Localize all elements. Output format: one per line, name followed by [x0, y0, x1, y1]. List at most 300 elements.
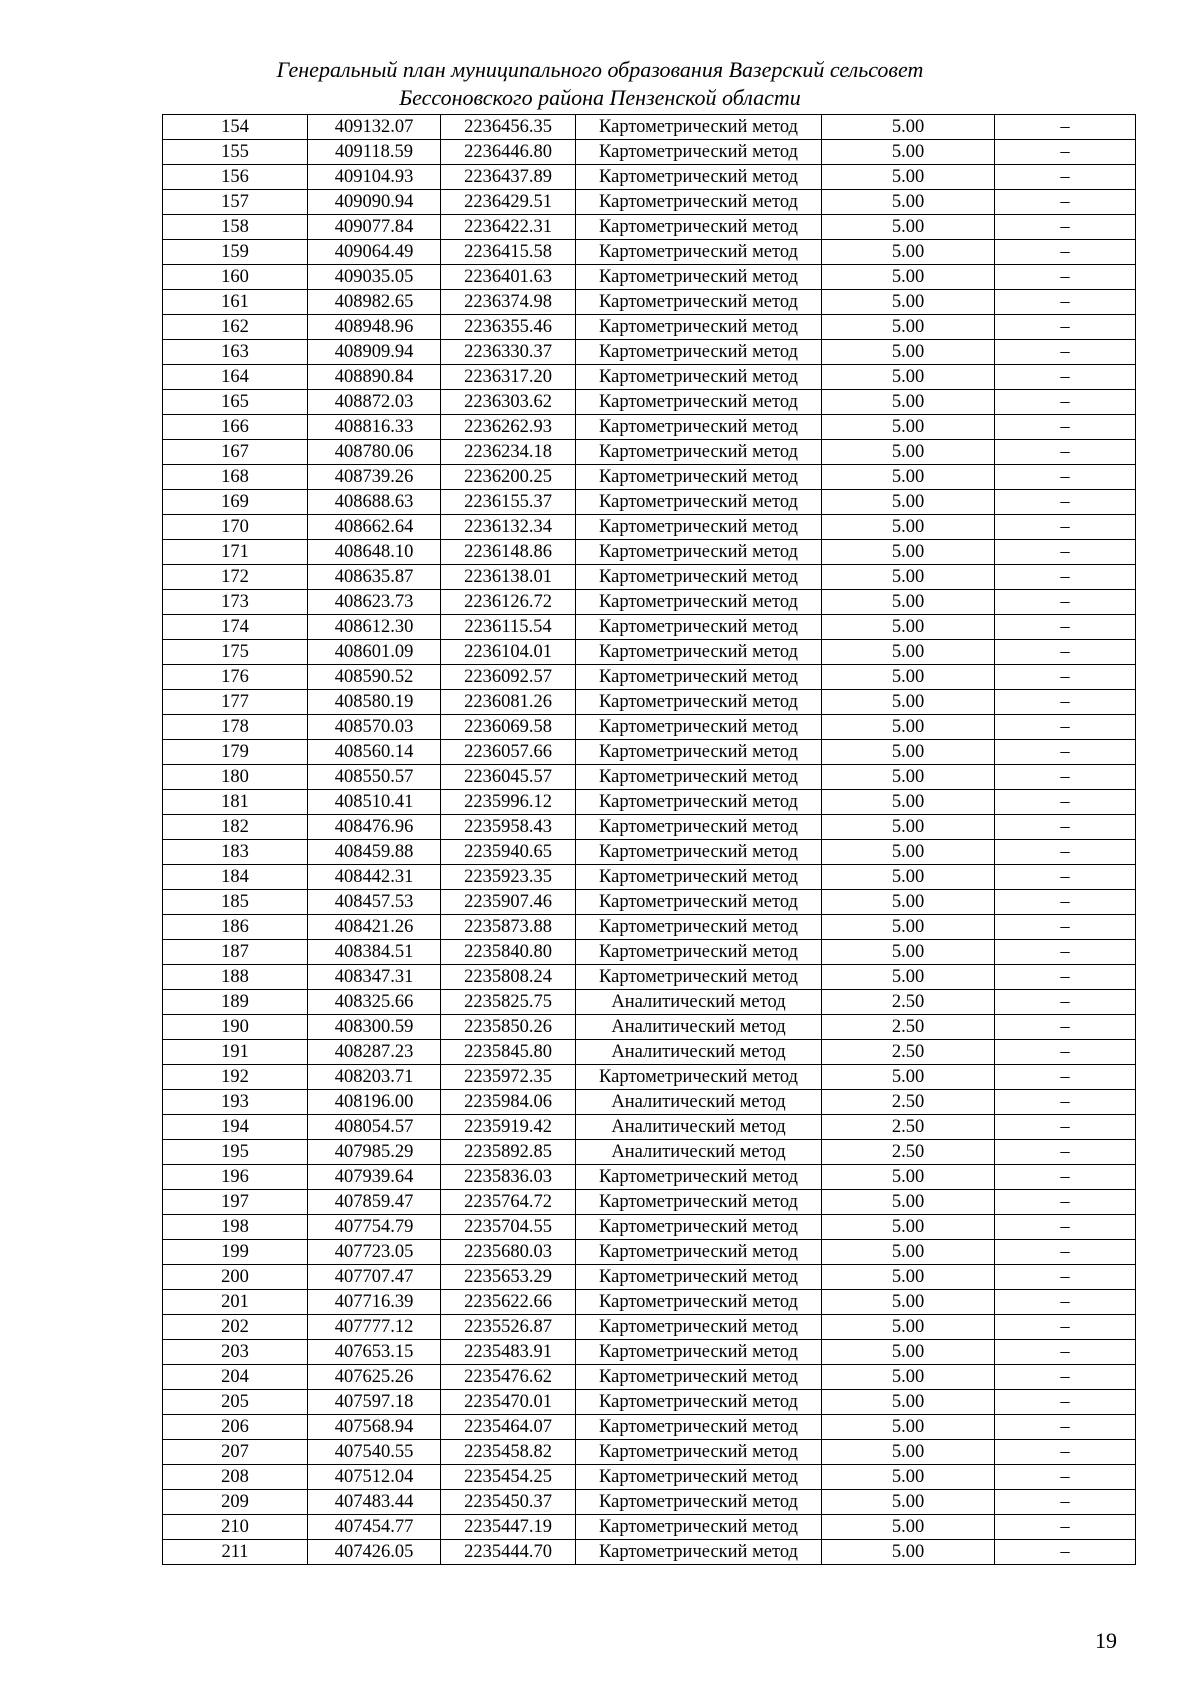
accuracy-cell: 5.00 — [822, 1440, 995, 1465]
y-coordinate-cell: 2235764.72 — [441, 1190, 576, 1215]
method-cell: Картометрический метод — [576, 965, 822, 990]
table-row — [163, 1415, 1136, 1440]
note-cell: – — [995, 1290, 1136, 1315]
note-cell: – — [995, 190, 1136, 215]
y-coordinate-cell: 2236081.26 — [441, 690, 576, 715]
note-cell: – — [995, 1215, 1136, 1240]
method-cell: Картометрический метод — [576, 1165, 822, 1190]
y-coordinate-cell: 2235476.62 — [441, 1365, 576, 1390]
method-cell: Картометрический метод — [576, 665, 822, 690]
x-coordinate-cell: 409064.49 — [308, 240, 441, 265]
accuracy-cell: 5.00 — [822, 1390, 995, 1415]
accuracy-cell: 5.00 — [822, 240, 995, 265]
point-number-cell: 197 — [163, 1190, 308, 1215]
note-cell: – — [995, 815, 1136, 840]
method-cell: Картометрический метод — [576, 490, 822, 515]
method-cell: Картометрический метод — [576, 265, 822, 290]
accuracy-cell: 5.00 — [822, 115, 995, 140]
note-cell: – — [995, 565, 1136, 590]
method-cell: Аналитический метод — [576, 1140, 822, 1165]
accuracy-cell: 5.00 — [822, 340, 995, 365]
note-cell: – — [995, 215, 1136, 240]
table-row — [163, 415, 1136, 440]
x-coordinate-cell: 408196.00 — [308, 1090, 441, 1115]
accuracy-cell: 5.00 — [822, 865, 995, 890]
point-number-cell: 158 — [163, 215, 308, 240]
accuracy-cell: 5.00 — [822, 290, 995, 315]
table-row — [163, 665, 1136, 690]
x-coordinate-cell: 408872.03 — [308, 390, 441, 415]
accuracy-cell: 2.50 — [822, 1140, 995, 1165]
table-row — [163, 390, 1136, 415]
accuracy-cell: 2.50 — [822, 1015, 995, 1040]
accuracy-cell: 5.00 — [822, 940, 995, 965]
table-row — [163, 1165, 1136, 1190]
point-number-cell: 196 — [163, 1165, 308, 1190]
method-cell: Картометрический метод — [576, 915, 822, 940]
accuracy-cell: 5.00 — [822, 790, 995, 815]
x-coordinate-cell: 408982.65 — [308, 290, 441, 315]
y-coordinate-cell: 2235845.80 — [441, 1040, 576, 1065]
point-number-cell: 211 — [163, 1540, 308, 1565]
x-coordinate-cell: 408780.06 — [308, 440, 441, 465]
method-cell: Картометрический метод — [576, 1340, 822, 1365]
accuracy-cell: 5.00 — [822, 965, 995, 990]
method-cell: Картометрический метод — [576, 940, 822, 965]
point-number-cell: 202 — [163, 1315, 308, 1340]
accuracy-cell: 5.00 — [822, 515, 995, 540]
point-number-cell: 156 — [163, 165, 308, 190]
method-cell: Картометрический метод — [576, 590, 822, 615]
table-row — [163, 1315, 1136, 1340]
point-number-cell: 191 — [163, 1040, 308, 1065]
point-number-cell: 157 — [163, 190, 308, 215]
y-coordinate-cell: 2235458.82 — [441, 1440, 576, 1465]
note-cell: – — [995, 465, 1136, 490]
note-cell: – — [995, 1365, 1136, 1390]
point-number-cell: 162 — [163, 315, 308, 340]
accuracy-cell: 5.00 — [822, 140, 995, 165]
note-cell: – — [995, 1415, 1136, 1440]
point-number-cell: 210 — [163, 1515, 308, 1540]
y-coordinate-cell: 2235450.37 — [441, 1490, 576, 1515]
note-cell: – — [995, 1065, 1136, 1090]
x-coordinate-cell: 407859.47 — [308, 1190, 441, 1215]
y-coordinate-cell: 2235850.26 — [441, 1015, 576, 1040]
x-coordinate-cell: 407568.94 — [308, 1415, 441, 1440]
point-number-cell: 166 — [163, 415, 308, 440]
method-cell: Картометрический метод — [576, 515, 822, 540]
y-coordinate-cell: 2235972.35 — [441, 1065, 576, 1090]
point-number-cell: 205 — [163, 1390, 308, 1415]
x-coordinate-cell: 408948.96 — [308, 315, 441, 340]
x-coordinate-cell: 407653.15 — [308, 1340, 441, 1365]
y-coordinate-cell: 2236126.72 — [441, 590, 576, 615]
accuracy-cell: 5.00 — [822, 190, 995, 215]
point-number-cell: 173 — [163, 590, 308, 615]
y-coordinate-cell: 2235907.46 — [441, 890, 576, 915]
method-cell: Картометрический метод — [576, 1240, 822, 1265]
x-coordinate-cell: 408590.52 — [308, 665, 441, 690]
x-coordinate-cell: 408325.66 — [308, 990, 441, 1015]
table-row — [163, 440, 1136, 465]
point-number-cell: 155 — [163, 140, 308, 165]
page-header — [0, 56, 1200, 112]
table-row — [163, 740, 1136, 765]
note-cell: – — [995, 715, 1136, 740]
y-coordinate-cell: 2236456.35 — [441, 115, 576, 140]
y-coordinate-cell: 2236330.37 — [441, 340, 576, 365]
x-coordinate-cell: 408550.57 — [308, 765, 441, 790]
table-row — [163, 165, 1136, 190]
y-coordinate-cell: 2235923.35 — [441, 865, 576, 890]
note-cell: – — [995, 840, 1136, 865]
point-number-cell: 199 — [163, 1240, 308, 1265]
x-coordinate-cell: 408739.26 — [308, 465, 441, 490]
method-cell: Картометрический метод — [576, 740, 822, 765]
y-coordinate-cell: 2236234.18 — [441, 440, 576, 465]
table-row — [163, 215, 1136, 240]
point-number-cell: 167 — [163, 440, 308, 465]
x-coordinate-cell: 408300.59 — [308, 1015, 441, 1040]
y-coordinate-cell: 2236104.01 — [441, 640, 576, 665]
y-coordinate-cell: 2235996.12 — [441, 790, 576, 815]
method-cell: Картометрический метод — [576, 1515, 822, 1540]
table-row — [163, 565, 1136, 590]
header-title-line-1: Генеральный план муниципального образования Вазерский сельсовет — [276, 57, 924, 82]
x-coordinate-cell: 408476.96 — [308, 815, 441, 840]
point-number-cell: 181 — [163, 790, 308, 815]
y-coordinate-cell: 2235984.06 — [441, 1090, 576, 1115]
table-row — [163, 240, 1136, 265]
method-cell: Картометрический метод — [576, 1440, 822, 1465]
note-cell: – — [995, 1115, 1136, 1140]
point-number-cell: 186 — [163, 915, 308, 940]
accuracy-cell: 5.00 — [822, 815, 995, 840]
note-cell: – — [995, 1240, 1136, 1265]
x-coordinate-cell: 408442.31 — [308, 865, 441, 890]
x-coordinate-cell: 408648.10 — [308, 540, 441, 565]
table-row — [163, 1190, 1136, 1215]
accuracy-cell: 5.00 — [822, 715, 995, 740]
method-cell: Картометрический метод — [576, 315, 822, 340]
point-number-cell: 209 — [163, 1490, 308, 1515]
x-coordinate-cell: 408510.41 — [308, 790, 441, 815]
x-coordinate-cell: 408384.51 — [308, 940, 441, 965]
method-cell: Картометрический метод — [576, 1465, 822, 1490]
method-cell: Картометрический метод — [576, 140, 822, 165]
x-coordinate-cell: 408459.88 — [308, 840, 441, 865]
table-row — [163, 615, 1136, 640]
point-number-cell: 179 — [163, 740, 308, 765]
table-row — [163, 965, 1136, 990]
accuracy-cell: 5.00 — [822, 465, 995, 490]
x-coordinate-cell: 407754.79 — [308, 1215, 441, 1240]
note-cell: – — [995, 1015, 1136, 1040]
y-coordinate-cell: 2235464.07 — [441, 1415, 576, 1440]
point-number-cell: 187 — [163, 940, 308, 965]
accuracy-cell: 5.00 — [822, 890, 995, 915]
accuracy-cell: 5.00 — [822, 390, 995, 415]
x-coordinate-cell: 408635.87 — [308, 565, 441, 590]
note-cell: – — [995, 1465, 1136, 1490]
note-cell: – — [995, 1440, 1136, 1465]
note-cell: – — [995, 865, 1136, 890]
point-number-cell: 182 — [163, 815, 308, 840]
method-cell: Картометрический метод — [576, 365, 822, 390]
page-number: 19 — [1095, 1628, 1117, 1653]
note-cell: – — [995, 1140, 1136, 1165]
table-row — [163, 315, 1136, 340]
accuracy-cell: 5.00 — [822, 915, 995, 940]
table-row — [163, 290, 1136, 315]
point-number-cell: 177 — [163, 690, 308, 715]
accuracy-cell: 5.00 — [822, 640, 995, 665]
y-coordinate-cell: 2236374.98 — [441, 290, 576, 315]
y-coordinate-cell: 2235704.55 — [441, 1215, 576, 1240]
accuracy-cell: 5.00 — [822, 1315, 995, 1340]
table-row — [163, 1090, 1136, 1115]
method-cell: Картометрический метод — [576, 1365, 822, 1390]
x-coordinate-cell: 408662.64 — [308, 515, 441, 540]
point-number-cell: 193 — [163, 1090, 308, 1115]
table-row — [163, 340, 1136, 365]
method-cell: Картометрический метод — [576, 540, 822, 565]
table-row — [163, 865, 1136, 890]
note-cell: – — [995, 990, 1136, 1015]
table-row — [163, 465, 1136, 490]
accuracy-cell: 5.00 — [822, 615, 995, 640]
table-row — [163, 1240, 1136, 1265]
x-coordinate-cell: 409077.84 — [308, 215, 441, 240]
table-row — [163, 1215, 1136, 1240]
x-coordinate-cell: 407597.18 — [308, 1390, 441, 1415]
point-number-cell: 159 — [163, 240, 308, 265]
note-cell: – — [995, 415, 1136, 440]
accuracy-cell: 5.00 — [822, 740, 995, 765]
table-row — [163, 1490, 1136, 1515]
point-number-cell: 172 — [163, 565, 308, 590]
note-cell: – — [995, 915, 1136, 940]
accuracy-cell: 5.00 — [822, 1290, 995, 1315]
point-number-cell: 165 — [163, 390, 308, 415]
table-row — [163, 1265, 1136, 1290]
table-row — [163, 1015, 1136, 1040]
accuracy-cell: 2.50 — [822, 1090, 995, 1115]
note-cell: – — [995, 340, 1136, 365]
method-cell: Картометрический метод — [576, 115, 822, 140]
accuracy-cell: 5.00 — [822, 215, 995, 240]
note-cell: – — [995, 440, 1136, 465]
note-cell: – — [995, 790, 1136, 815]
y-coordinate-cell: 2236200.25 — [441, 465, 576, 490]
x-coordinate-cell: 409035.05 — [308, 265, 441, 290]
note-cell: – — [995, 1490, 1136, 1515]
point-number-cell: 190 — [163, 1015, 308, 1040]
x-coordinate-cell: 407540.55 — [308, 1440, 441, 1465]
table-row — [163, 590, 1136, 615]
table-row — [163, 1465, 1136, 1490]
note-cell: – — [995, 1315, 1136, 1340]
note-cell: – — [995, 540, 1136, 565]
accuracy-cell: 5.00 — [822, 1415, 995, 1440]
y-coordinate-cell: 2235836.03 — [441, 1165, 576, 1190]
table-row — [163, 890, 1136, 915]
table-row — [163, 115, 1136, 140]
y-coordinate-cell: 2236262.93 — [441, 415, 576, 440]
method-cell: Аналитический метод — [576, 990, 822, 1015]
accuracy-cell: 5.00 — [822, 415, 995, 440]
note-cell: – — [995, 1340, 1136, 1365]
point-number-cell: 206 — [163, 1415, 308, 1440]
y-coordinate-cell: 2236092.57 — [441, 665, 576, 690]
point-number-cell: 208 — [163, 1465, 308, 1490]
accuracy-cell: 5.00 — [822, 1515, 995, 1540]
point-number-cell: 161 — [163, 290, 308, 315]
point-number-cell: 171 — [163, 540, 308, 565]
table-row — [163, 515, 1136, 540]
method-cell: Картометрический метод — [576, 715, 822, 740]
accuracy-cell: 5.00 — [822, 840, 995, 865]
x-coordinate-cell: 409104.93 — [308, 165, 441, 190]
x-coordinate-cell: 408909.94 — [308, 340, 441, 365]
y-coordinate-cell: 2235526.87 — [441, 1315, 576, 1340]
accuracy-cell: 5.00 — [822, 1540, 995, 1565]
note-cell: – — [995, 1390, 1136, 1415]
note-cell: – — [995, 490, 1136, 515]
accuracy-cell: 5.00 — [822, 1240, 995, 1265]
note-cell: – — [995, 765, 1136, 790]
coordinates-table-body — [163, 115, 1136, 1565]
method-cell: Картометрический метод — [576, 415, 822, 440]
note-cell: – — [995, 590, 1136, 615]
x-coordinate-cell: 407985.29 — [308, 1140, 441, 1165]
x-coordinate-cell: 408287.23 — [308, 1040, 441, 1065]
x-coordinate-cell: 409132.07 — [308, 115, 441, 140]
x-coordinate-cell: 407723.05 — [308, 1240, 441, 1265]
y-coordinate-cell: 2235470.01 — [441, 1390, 576, 1415]
table-row — [163, 815, 1136, 840]
method-cell: Картометрический метод — [576, 390, 822, 415]
note-cell: – — [995, 1265, 1136, 1290]
method-cell: Картометрический метод — [576, 640, 822, 665]
y-coordinate-cell: 2235444.70 — [441, 1540, 576, 1565]
table-row — [163, 790, 1136, 815]
point-number-cell: 185 — [163, 890, 308, 915]
y-coordinate-cell: 2235622.66 — [441, 1290, 576, 1315]
y-coordinate-cell: 2235454.25 — [441, 1465, 576, 1490]
accuracy-cell: 5.00 — [822, 765, 995, 790]
table-row — [163, 265, 1136, 290]
x-coordinate-cell: 407625.26 — [308, 1365, 441, 1390]
accuracy-cell: 2.50 — [822, 990, 995, 1015]
table-row — [163, 1340, 1136, 1365]
note-cell: – — [995, 940, 1136, 965]
point-number-cell: 207 — [163, 1440, 308, 1465]
point-number-cell: 204 — [163, 1365, 308, 1390]
point-number-cell: 195 — [163, 1140, 308, 1165]
x-coordinate-cell: 408570.03 — [308, 715, 441, 740]
note-cell: – — [995, 665, 1136, 690]
note-cell: – — [995, 315, 1136, 340]
accuracy-cell: 2.50 — [822, 1115, 995, 1140]
y-coordinate-cell: 2235940.65 — [441, 840, 576, 865]
point-number-cell: 174 — [163, 615, 308, 640]
y-coordinate-cell: 2235653.29 — [441, 1265, 576, 1290]
point-number-cell: 189 — [163, 990, 308, 1015]
note-cell: – — [995, 240, 1136, 265]
point-number-cell: 163 — [163, 340, 308, 365]
table-row — [163, 1290, 1136, 1315]
y-coordinate-cell: 2236303.62 — [441, 390, 576, 415]
method-cell: Картометрический метод — [576, 865, 822, 890]
note-cell: – — [995, 265, 1136, 290]
accuracy-cell: 5.00 — [822, 665, 995, 690]
x-coordinate-cell: 408560.14 — [308, 740, 441, 765]
x-coordinate-cell: 408347.31 — [308, 965, 441, 990]
y-coordinate-cell: 2235919.42 — [441, 1115, 576, 1140]
method-cell: Картометрический метод — [576, 465, 822, 490]
accuracy-cell: 5.00 — [822, 365, 995, 390]
y-coordinate-cell: 2235680.03 — [441, 1240, 576, 1265]
accuracy-cell: 5.00 — [822, 1265, 995, 1290]
table-row — [163, 715, 1136, 740]
x-coordinate-cell: 407454.77 — [308, 1515, 441, 1540]
accuracy-cell: 5.00 — [822, 590, 995, 615]
x-coordinate-cell: 407483.44 — [308, 1490, 441, 1515]
y-coordinate-cell: 2235892.85 — [441, 1140, 576, 1165]
accuracy-cell: 5.00 — [822, 165, 995, 190]
method-cell: Аналитический метод — [576, 1115, 822, 1140]
method-cell: Картометрический метод — [576, 215, 822, 240]
point-number-cell: 170 — [163, 515, 308, 540]
table-row — [163, 640, 1136, 665]
method-cell: Аналитический метод — [576, 1015, 822, 1040]
table-row — [163, 1365, 1136, 1390]
point-number-cell: 180 — [163, 765, 308, 790]
method-cell: Картометрический метод — [576, 1265, 822, 1290]
method-cell: Картометрический метод — [576, 1215, 822, 1240]
y-coordinate-cell: 2236401.63 — [441, 265, 576, 290]
accuracy-cell: 5.00 — [822, 1165, 995, 1190]
note-cell: – — [995, 740, 1136, 765]
table-row — [163, 915, 1136, 940]
method-cell: Картометрический метод — [576, 815, 822, 840]
accuracy-cell: 5.00 — [822, 1065, 995, 1090]
x-coordinate-cell: 407939.64 — [308, 1165, 441, 1190]
method-cell: Картометрический метод — [576, 165, 822, 190]
method-cell: Картометрический метод — [576, 1390, 822, 1415]
y-coordinate-cell: 2236355.46 — [441, 315, 576, 340]
x-coordinate-cell: 408457.53 — [308, 890, 441, 915]
x-coordinate-cell: 408054.57 — [308, 1115, 441, 1140]
point-number-cell: 160 — [163, 265, 308, 290]
point-number-cell: 169 — [163, 490, 308, 515]
x-coordinate-cell: 407426.05 — [308, 1540, 441, 1565]
accuracy-cell: 5.00 — [822, 1340, 995, 1365]
x-coordinate-cell: 409090.94 — [308, 190, 441, 215]
note-cell: – — [995, 390, 1136, 415]
method-cell: Картометрический метод — [576, 615, 822, 640]
table-row — [163, 365, 1136, 390]
x-coordinate-cell: 408203.71 — [308, 1065, 441, 1090]
y-coordinate-cell: 2236415.58 — [441, 240, 576, 265]
y-coordinate-cell: 2236115.54 — [441, 615, 576, 640]
table-row — [163, 1115, 1136, 1140]
point-number-cell: 188 — [163, 965, 308, 990]
accuracy-cell: 5.00 — [822, 1490, 995, 1515]
table-row — [163, 690, 1136, 715]
